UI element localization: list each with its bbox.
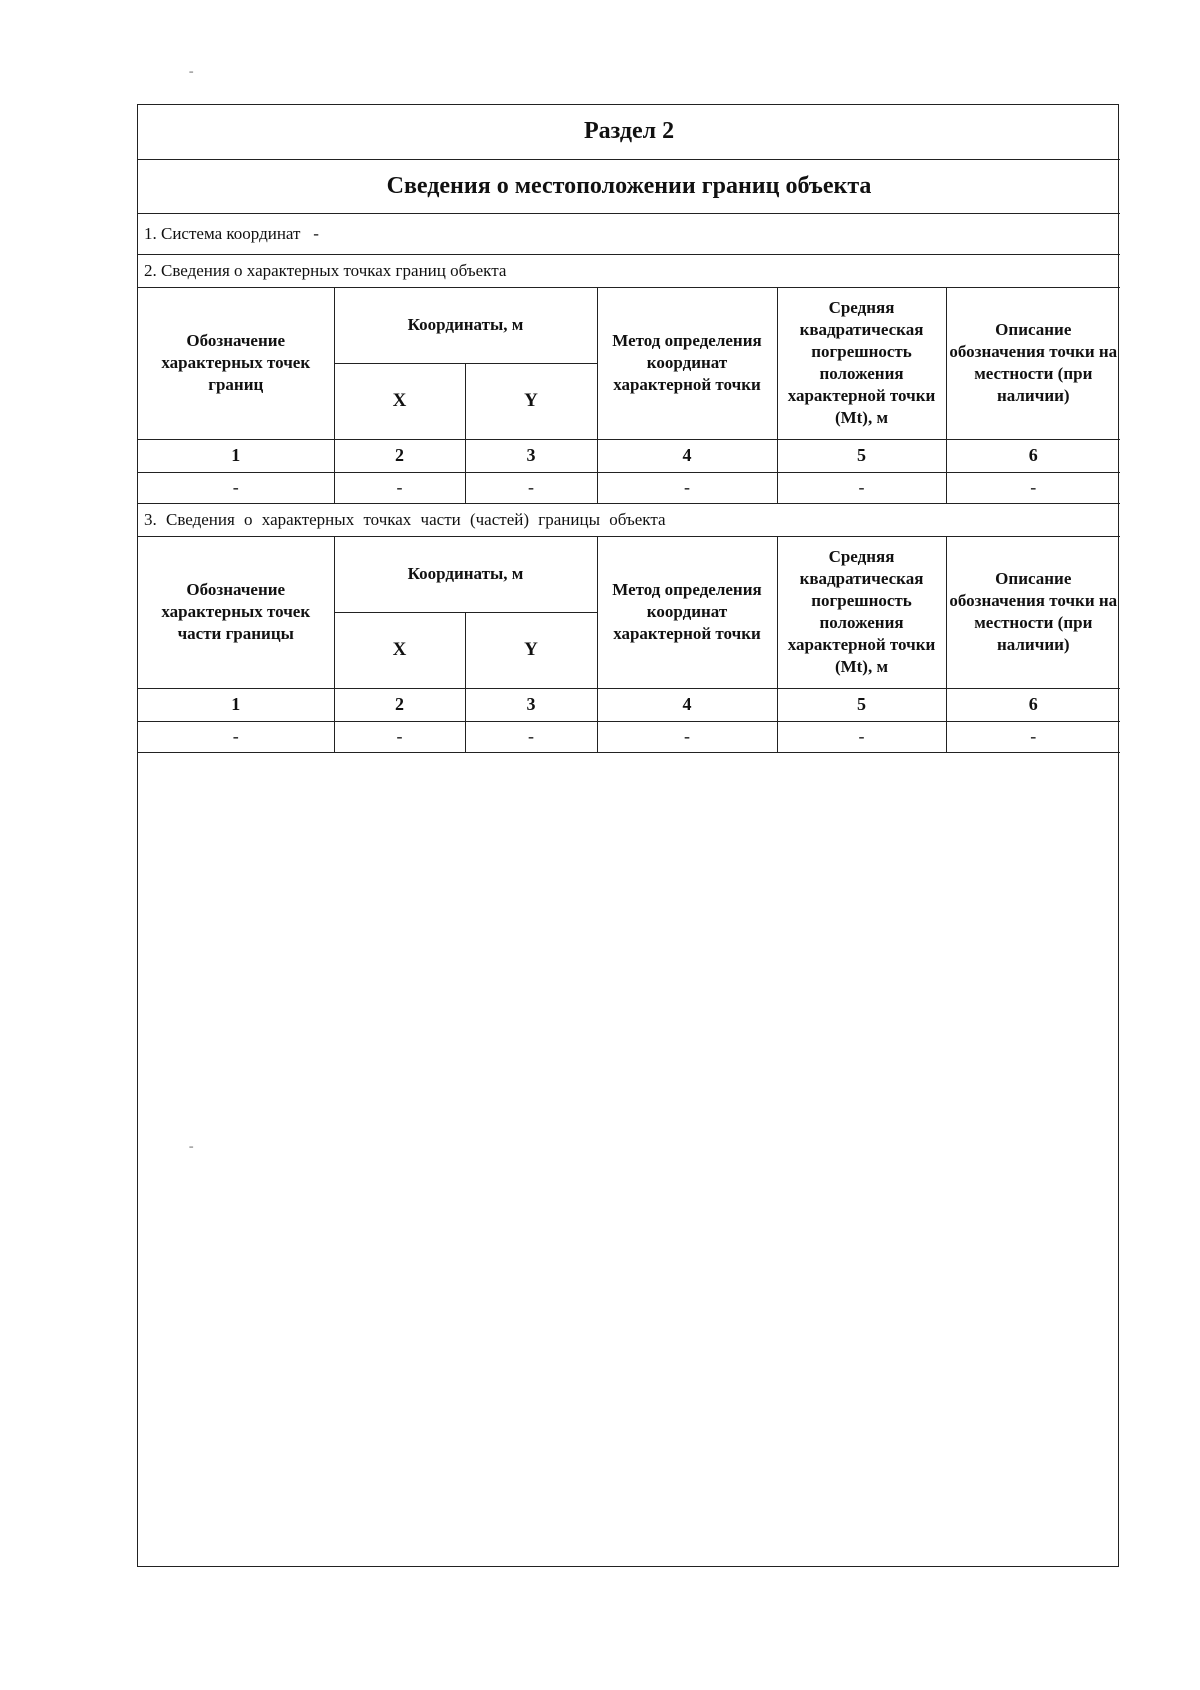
section-subtitle: Сведения о местоположении границ объекта <box>138 159 1120 213</box>
header-method: Метод определения координат характерной точки <box>597 287 777 439</box>
table-cell: - <box>465 472 597 503</box>
table-cell: - <box>334 721 465 752</box>
table-row <box>138 472 1120 503</box>
table-cell: - <box>777 721 946 752</box>
header-error: Средняя квадратическая погрешность положения характерной точки (Mt), м <box>777 287 946 439</box>
document-frame <box>137 104 1119 1567</box>
header-designation: Обозначение характерных точек части границы <box>138 536 334 688</box>
header-method: Метод определения координат характерной точки <box>597 536 777 688</box>
part-boundary-points-caption: 3. Сведения о характерных точках части (частей) границы объекта <box>138 503 1120 536</box>
header-designation: Обозначение характерных точек границ <box>138 287 334 439</box>
column-number: 1 <box>138 439 334 472</box>
boundary-points-caption: 2. Сведения о характерных точках границ объекта <box>138 254 1120 287</box>
table-cell: - <box>138 721 334 752</box>
coordinate-system-value: - <box>313 223 319 243</box>
header-y: Y <box>465 363 597 439</box>
column-number: 3 <box>465 688 597 721</box>
section-title: Раздел 2 <box>138 105 1120 159</box>
column-number: 2 <box>334 439 465 472</box>
column-number-row <box>138 688 1120 721</box>
section-table <box>138 105 1120 753</box>
header-y: Y <box>465 612 597 688</box>
column-number: 5 <box>777 688 946 721</box>
column-number-row <box>138 439 1120 472</box>
column-number: 6 <box>946 439 1120 472</box>
scan-mark: ˉ <box>189 1143 194 1159</box>
column-number: 2 <box>334 688 465 721</box>
column-number: 4 <box>597 439 777 472</box>
header-description: Описание обозначения точки на местности (при наличии) <box>946 287 1120 439</box>
table-cell: - <box>597 472 777 503</box>
table-cell: - <box>465 721 597 752</box>
header-error: Средняя квадратическая погрешность положения характерной точки (Mt), м <box>777 536 946 688</box>
coordinate-system-row <box>138 213 1120 254</box>
coordinate-system-label: 1. Система координат <box>144 223 301 243</box>
table-cell: - <box>138 472 334 503</box>
table-cell: - <box>334 472 465 503</box>
scan-mark: ˉ <box>189 68 194 84</box>
column-number: 3 <box>465 439 597 472</box>
table-cell: - <box>946 472 1120 503</box>
header-x: X <box>334 612 465 688</box>
table-row <box>138 721 1120 752</box>
header-coordinates: Координаты, м <box>334 536 597 612</box>
table-cell: - <box>597 721 777 752</box>
column-number: 6 <box>946 688 1120 721</box>
column-number: 4 <box>597 688 777 721</box>
header-description: Описание обозначения точки на местности (при наличии) <box>946 536 1120 688</box>
column-number: 5 <box>777 439 946 472</box>
table-cell: - <box>777 472 946 503</box>
table-cell: - <box>946 721 1120 752</box>
header-x: X <box>334 363 465 439</box>
header-coordinates: Координаты, м <box>334 287 597 363</box>
column-number: 1 <box>138 688 334 721</box>
